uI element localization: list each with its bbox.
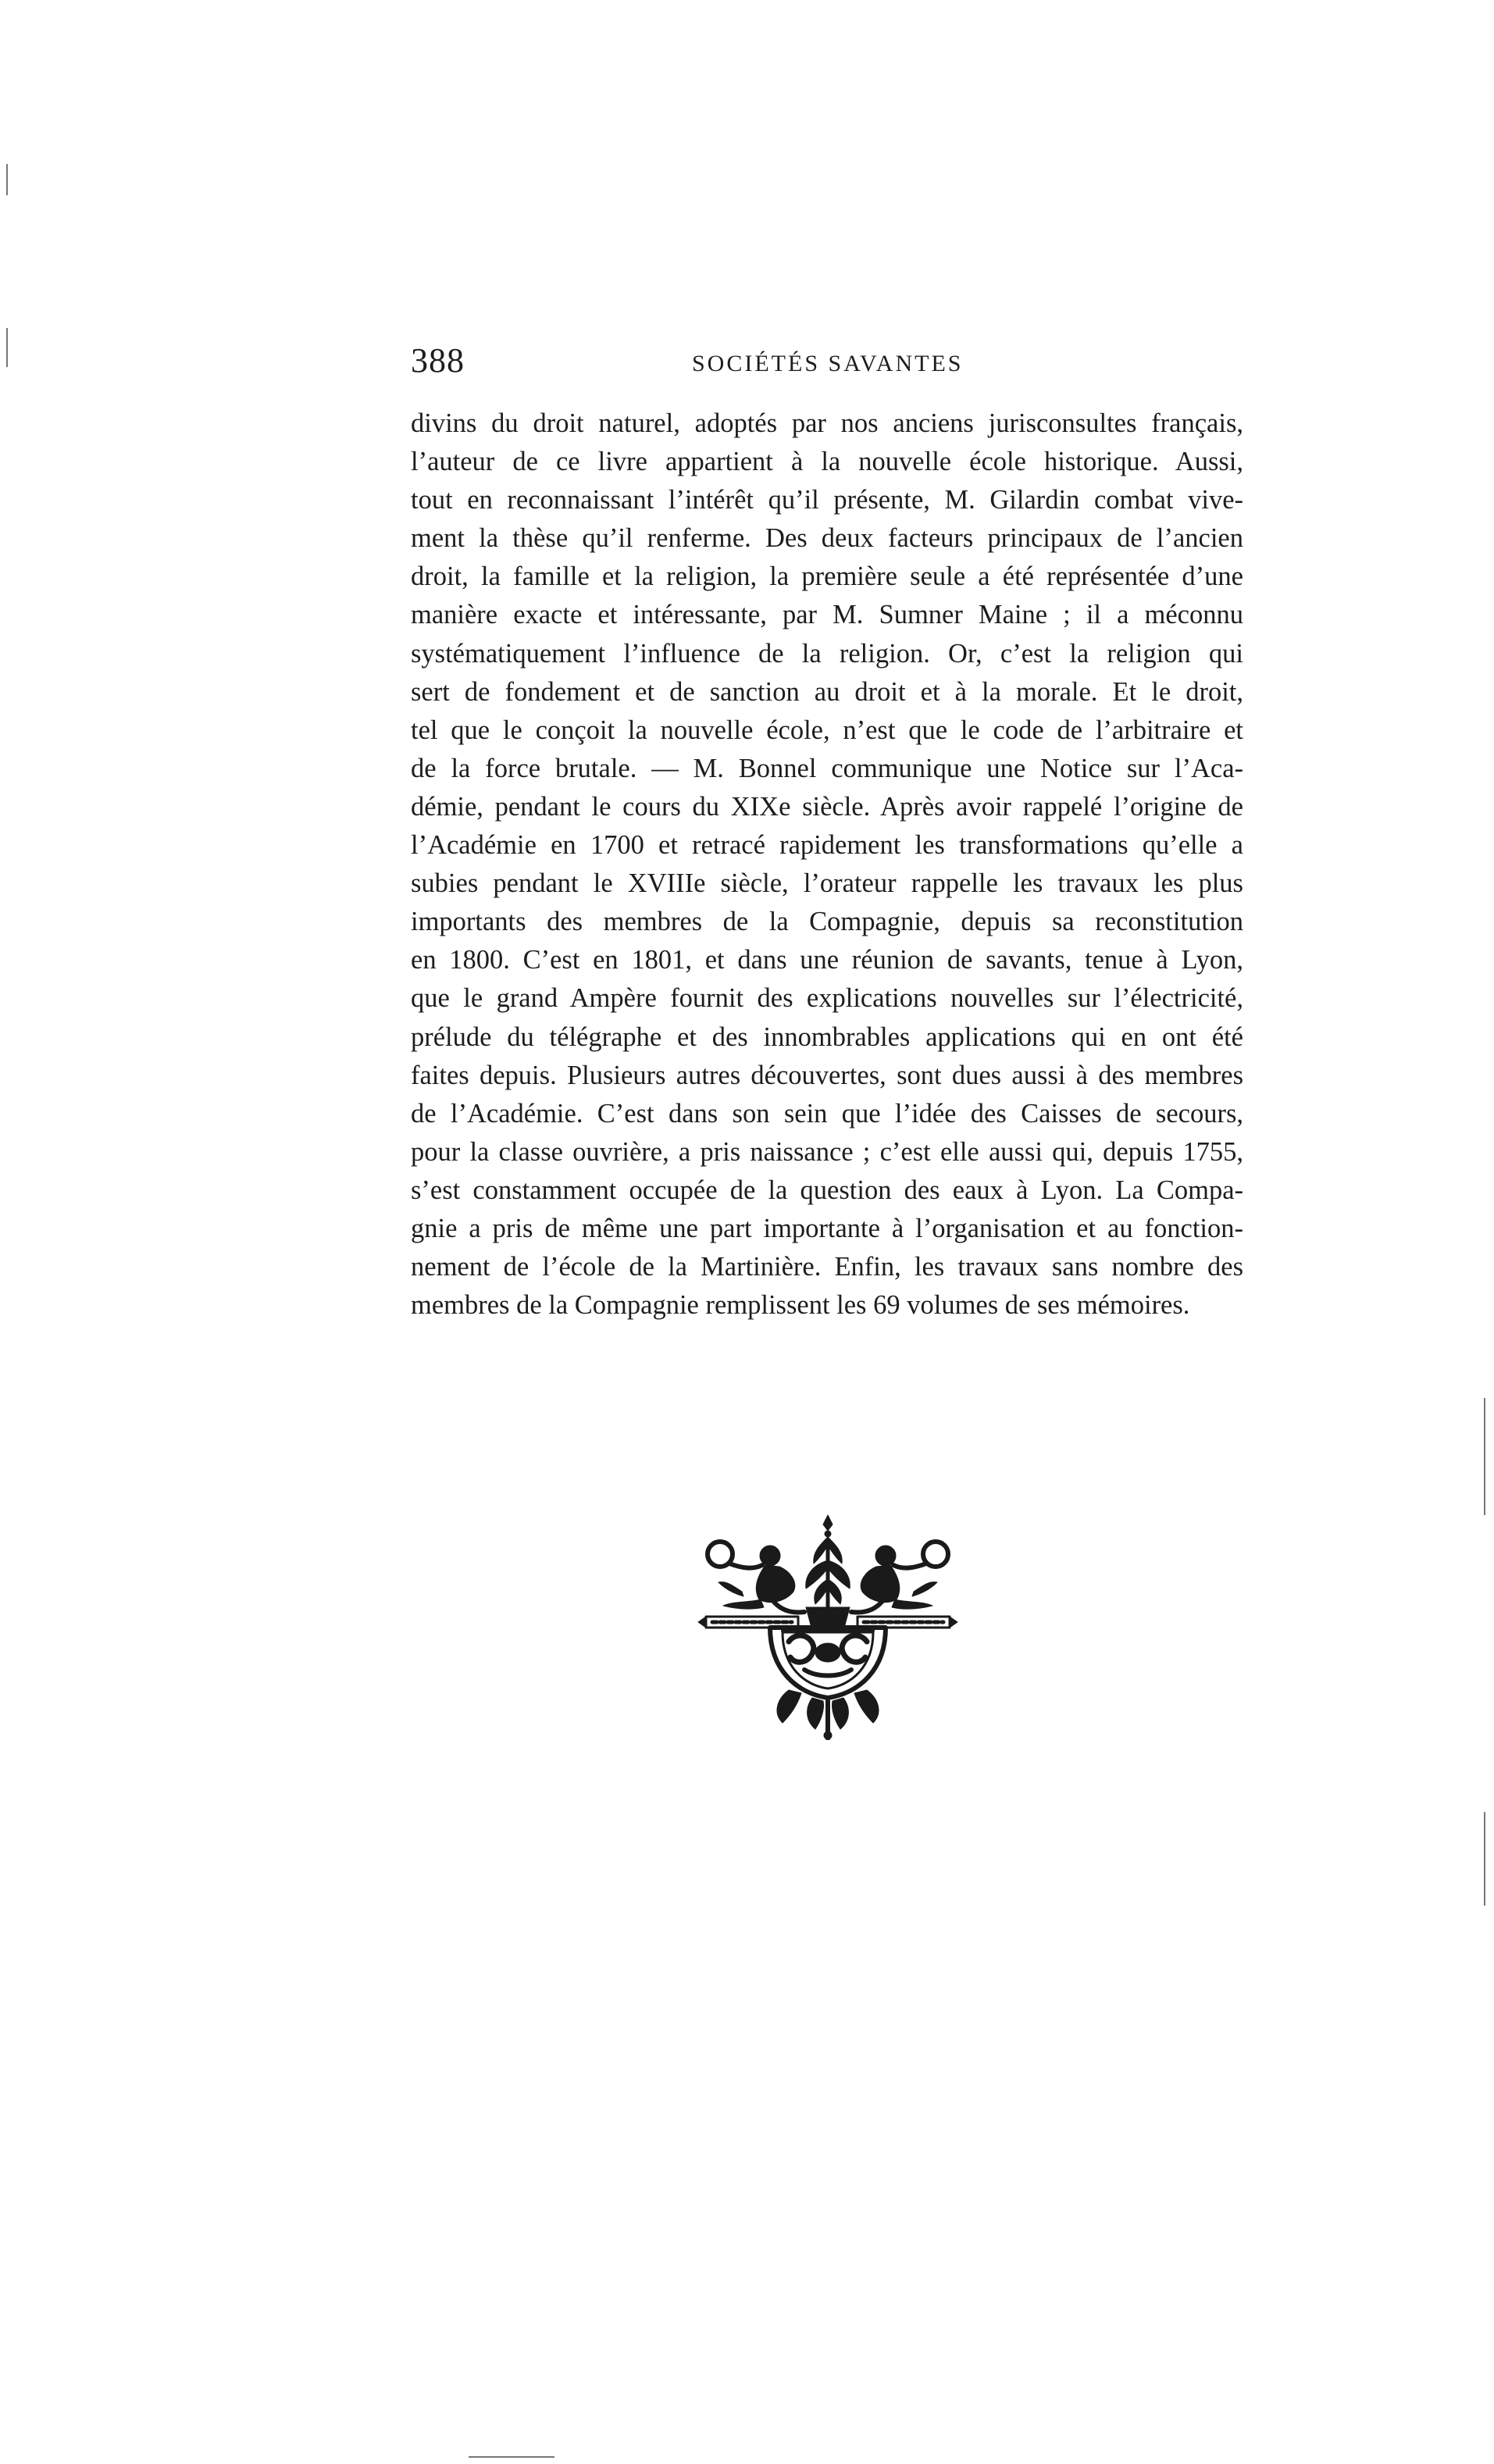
running-title: SOCIÉTÉS SAVANTES xyxy=(692,351,964,376)
scan-edge-mark xyxy=(469,2456,554,2458)
text-line: l’auteur de ce livre appartient à la nouvelle école historique. Aussi, xyxy=(411,447,1243,477)
text-line: s’est constamment occupée de la question des eaux à Lyon. La Compa- xyxy=(411,1175,1243,1205)
page-number: 388 xyxy=(411,341,465,380)
text-line: en 1800. C’est en 1801, et dans une réunion de savants, tenue à Lyon, xyxy=(411,945,1243,975)
text-line: systématiquement l’influence de la religion. Or, c’est la religion qui xyxy=(411,638,1243,669)
scan-edge-mark xyxy=(1484,1398,1485,1515)
text-line: importants des membres de la Compagnie, depuis sa reconstitution xyxy=(411,907,1243,937)
text-line: de l’Académie. C’est dans son sein que l’idée des Caisses de secours, xyxy=(411,1098,1243,1129)
text-line: sert de fondement et de sanction au droit et à la morale. Et le droit, xyxy=(411,676,1243,707)
scan-edge-mark xyxy=(1484,1812,1485,1906)
text-line: l’Académie en 1700 et retracé rapidement les transformations qu’elle a xyxy=(411,830,1243,861)
text-line: tel que le conçoit la nouvelle école, n’est que le code de l’arbitraire et xyxy=(411,715,1243,745)
text-line: nement de l’école de la Martinière. Enfin, les travaux sans nombre des xyxy=(411,1252,1243,1282)
text-line: divins du droit naturel, adoptés par nos anciens jurisconsultes français, xyxy=(411,408,1243,438)
running-header xyxy=(411,337,1243,384)
text-line: démie, pendant le cours du XIXe siècle. Après avoir rappelé l’origine de xyxy=(411,791,1243,822)
printer-ornament-cherubs-icon xyxy=(695,1514,961,1740)
text-line: de la force brutale. — M. Bonnel communique une Notice sur l’Aca- xyxy=(411,753,1243,783)
body-text xyxy=(411,405,1243,1325)
text-line: subies pendant le XVIIIe siècle, l’orateur rappelle les travaux les plus xyxy=(411,868,1243,899)
text-line: manière exacte et intéressante, par M. Sumner Maine ; il a méconnu xyxy=(411,600,1243,630)
text-line: prélude du télégraphe et des innombrables applications qui en ont été xyxy=(411,1022,1243,1052)
scan-edge-mark xyxy=(6,164,8,195)
text-line: ment la thèse qu’il renferme. Des deux facteurs principaux de l’ancien xyxy=(411,523,1243,554)
text-line: que le grand Ampère fournit des explications nouvelles sur l’électricité, xyxy=(411,983,1243,1014)
scan-edge-mark xyxy=(6,328,8,367)
text-line: droit, la famille et la religion, la première seule a été représentée d’une xyxy=(411,562,1243,592)
text-line: tout en reconnaissant l’intérêt qu’il présente, M. Gilardin combat vive- xyxy=(411,485,1243,515)
text-line: membres de la Compagnie remplissent les 69 volumes de ses mémoires. xyxy=(411,1290,1190,1321)
text-line: faites depuis. Plusieurs autres découvertes, sont dues aussi à des membres xyxy=(411,1060,1243,1090)
text-line: pour la classe ouvrière, a pris naissance ; c’est elle aussi qui, depuis 1755, xyxy=(411,1136,1243,1167)
text-line: gnie a pris de même une part importante à l’organisation et au fonction- xyxy=(411,1213,1243,1243)
